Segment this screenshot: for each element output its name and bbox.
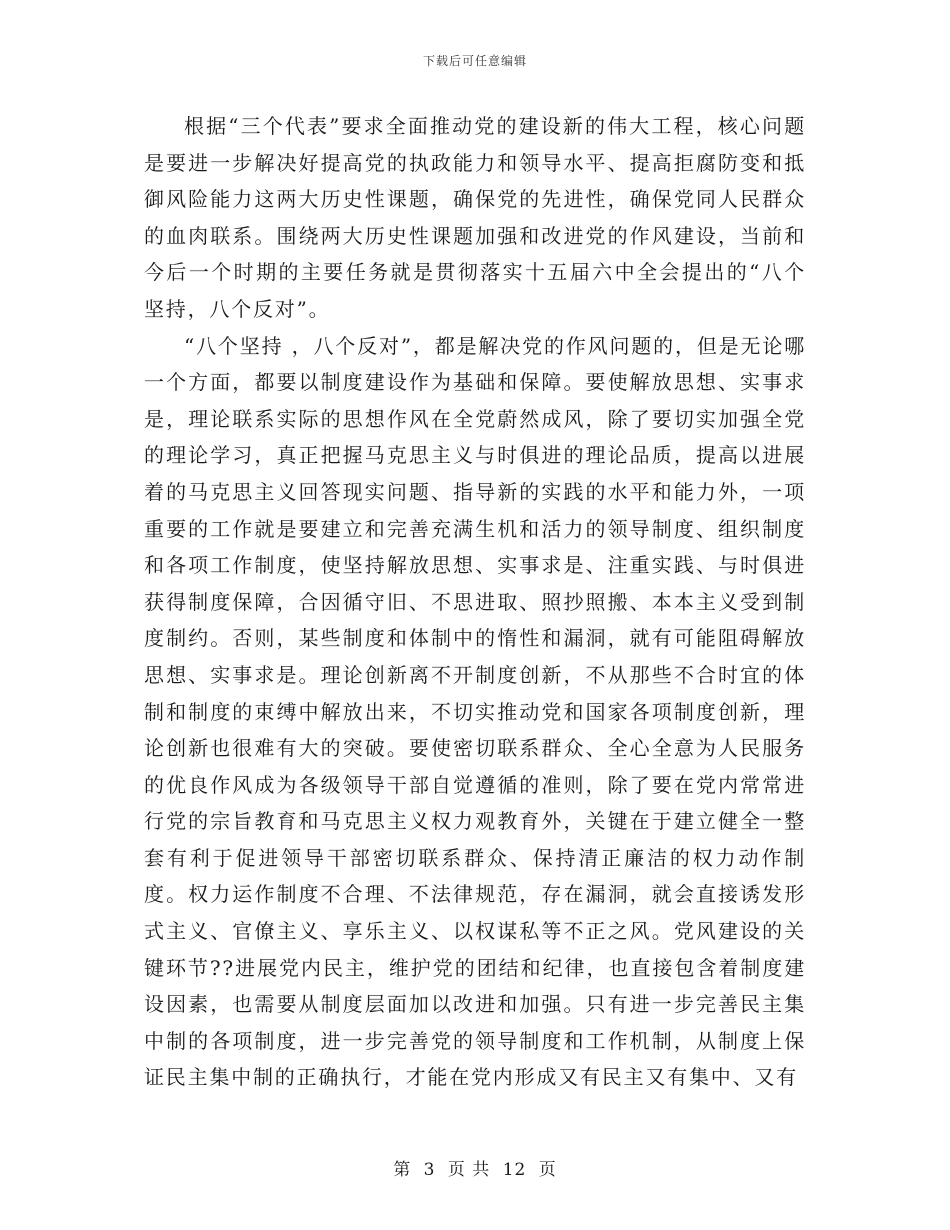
paragraph: “八个坚持 ，八个反对”，都是解决党的作风问题的，但是无论哪一个方面，都要以制度建设作为基础和保障。要使解放思想、实事求是，理论联系实际的思想作风在全党蔚然成风，除了要切实加强全党的理论学习，真正把握马克思主义与时俱进的理论品质，提高以进展着的马克思主义回答现实问题、指导新的实践的水平和能力外，一项重要的工作就是要建立和完善充满生机和活力的领导制度、组织制度和各项工作制度，使坚持解放思想、实事求是、注重实践、与时俱进获得制度保障，合因循守旧、不思进取、照抄照搬、本本主义受到制度制约。否则，某些制度和体制中的惰性和漏洞，就有可能阻碍解放思想、实事求是。理论创新离不开制度创新，不从那些不合时宜的体制和制度的束缚中解放出来，不切实推动党和国家各项制度创新，理论创新也很难有大的突破。要使密切联系群众、全心全意为人民服务的优良作风成为各级领导干部自觉遵循的准则，除了要在党内常常进行党的宗旨教育和马克思主义权力观教育外，关键在于建立健全一整套有利于促进领导干部密切联系群众、保持清正廉洁的权力动作制度。权力运作制度不合理、不法律规范，存在漏洞，就会直接诱发形式主义、官僚主义、享乐主义、以权谋私等不正之风。党风建设的关键环节??进展党内民主，维护党的团结和纪律，也直接包含着制度建设因素，也需要从制度层面加以改进和加强。只有进一步完善民主集中制的各项制度，进一步完善党的领导制度和工作机制，从制度上保证民主集中制的正确执行，才能在党内形成又有民主又有集中、又有: [144, 333, 806, 1090]
current-page-number: 3: [423, 1160, 436, 1180]
paragraph: 根据“三个代表”要求全面推动党的建设新的伟大工程，核心问题是要进一步解决好提高党的执政能力和领导水平、提高拒腐防变和抵御风险能力这两大历史性课题，确保党的先进性，确保党同人民群众的血肉联系。围绕两大历史性课题加强和改进党的作风建设，当前和今后一个时期的主要任务就是贯彻落实十五届六中全会提出的“八个坚持，八个反对”。: [144, 114, 806, 321]
page-footer: [0, 1155, 950, 1180]
document-body: [144, 108, 806, 1096]
total-pages-number: 12: [502, 1160, 527, 1180]
page-header: [0, 52, 950, 69]
footer-suffix: 页: [538, 1160, 557, 1180]
footer-middle: 页 共: [447, 1160, 491, 1180]
header-note: 下载后可任意编辑: [422, 54, 527, 68]
footer-prefix: 第: [393, 1160, 412, 1180]
